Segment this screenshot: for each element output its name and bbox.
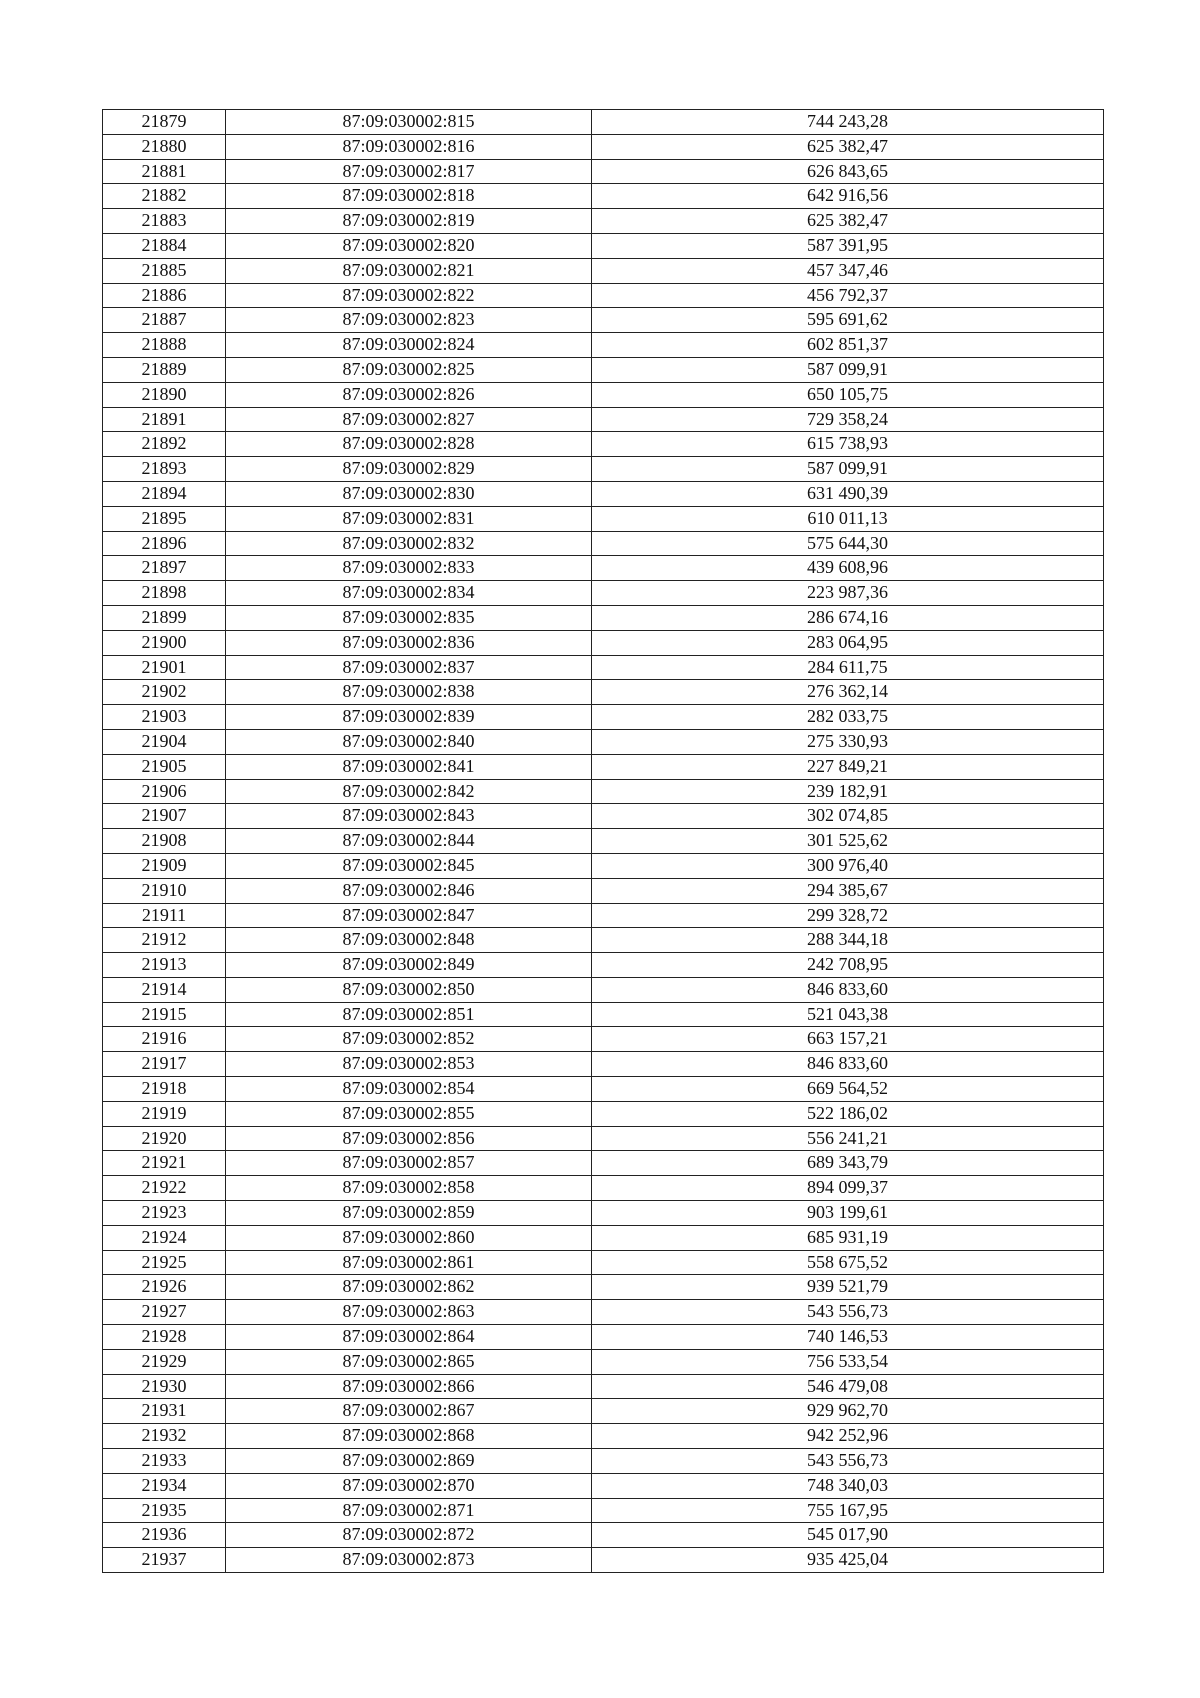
table-row — [103, 729, 1104, 754]
cadastral-number-cell: 87:09:030002:868 — [226, 1424, 592, 1449]
cadastral-value-cell: 456 792,37 — [592, 283, 1104, 308]
table-row — [103, 1176, 1104, 1201]
table-row — [103, 1349, 1104, 1374]
row-number-cell: 21908 — [103, 829, 226, 854]
table-row — [103, 432, 1104, 457]
cadastral-value-cell: 282 033,75 — [592, 705, 1104, 730]
cadastral-number-cell: 87:09:030002:845 — [226, 853, 592, 878]
cadastral-number-cell: 87:09:030002:824 — [226, 333, 592, 358]
cadastral-number-cell: 87:09:030002:853 — [226, 1052, 592, 1077]
cadastral-number-cell: 87:09:030002:839 — [226, 705, 592, 730]
cadastral-value-cell: 626 843,65 — [592, 159, 1104, 184]
cadastral-value-cell: 642 916,56 — [592, 184, 1104, 209]
cadastral-number-cell: 87:09:030002:823 — [226, 308, 592, 333]
cadastral-value-cell: 302 074,85 — [592, 804, 1104, 829]
cadastral-value-cell: 846 833,60 — [592, 977, 1104, 1002]
row-number-cell: 21909 — [103, 853, 226, 878]
table-row — [103, 457, 1104, 482]
cadastral-number-cell: 87:09:030002:820 — [226, 233, 592, 258]
cadastral-number-cell: 87:09:030002:843 — [226, 804, 592, 829]
cadastral-value-cell: 294 385,67 — [592, 878, 1104, 903]
cadastral-number-cell: 87:09:030002:822 — [226, 283, 592, 308]
row-number-cell: 21933 — [103, 1449, 226, 1474]
row-number-cell: 21883 — [103, 209, 226, 234]
table-row — [103, 581, 1104, 606]
cadastral-value-cell: 545 017,90 — [592, 1523, 1104, 1548]
cadastral-value-cell: 625 382,47 — [592, 134, 1104, 159]
table-row — [103, 184, 1104, 209]
table-row — [103, 1201, 1104, 1226]
cadastral-number-cell: 87:09:030002:831 — [226, 506, 592, 531]
cadastral-number-cell: 87:09:030002:833 — [226, 556, 592, 581]
cadastral-value-cell: 903 199,61 — [592, 1201, 1104, 1226]
cadastral-value-table — [102, 109, 1104, 1573]
row-number-cell: 21895 — [103, 506, 226, 531]
table-row — [103, 829, 1104, 854]
row-number-cell: 21896 — [103, 531, 226, 556]
cadastral-value-cell: 558 675,52 — [592, 1250, 1104, 1275]
row-number-cell: 21893 — [103, 457, 226, 482]
table-row — [103, 754, 1104, 779]
row-number-cell: 21925 — [103, 1250, 226, 1275]
cadastral-value-cell: 587 099,91 — [592, 357, 1104, 382]
cadastral-value-cell: 521 043,38 — [592, 1002, 1104, 1027]
row-number-cell: 21904 — [103, 729, 226, 754]
table-row — [103, 159, 1104, 184]
row-number-cell: 21920 — [103, 1126, 226, 1151]
table-row — [103, 110, 1104, 135]
table-row — [103, 605, 1104, 630]
cadastral-number-cell: 87:09:030002:819 — [226, 209, 592, 234]
cadastral-number-cell: 87:09:030002:852 — [226, 1027, 592, 1052]
table-row — [103, 382, 1104, 407]
row-number-cell: 21917 — [103, 1052, 226, 1077]
row-number-cell: 21926 — [103, 1275, 226, 1300]
cadastral-value-cell: 587 099,91 — [592, 457, 1104, 482]
cadastral-number-cell: 87:09:030002:832 — [226, 531, 592, 556]
cadastral-number-cell: 87:09:030002:821 — [226, 258, 592, 283]
table-row — [103, 1027, 1104, 1052]
cadastral-number-cell: 87:09:030002:835 — [226, 605, 592, 630]
cadastral-number-cell: 87:09:030002:825 — [226, 357, 592, 382]
table-row — [103, 1052, 1104, 1077]
row-number-cell: 21891 — [103, 407, 226, 432]
table-row — [103, 481, 1104, 506]
cadastral-number-cell: 87:09:030002:817 — [226, 159, 592, 184]
row-number-cell: 21892 — [103, 432, 226, 457]
cadastral-number-cell: 87:09:030002:854 — [226, 1077, 592, 1102]
cadastral-value-cell: 929 962,70 — [592, 1399, 1104, 1424]
row-number-cell: 21905 — [103, 754, 226, 779]
row-number-cell: 21916 — [103, 1027, 226, 1052]
cadastral-number-cell: 87:09:030002:828 — [226, 432, 592, 457]
row-number-cell: 21932 — [103, 1424, 226, 1449]
cadastral-number-cell: 87:09:030002:858 — [226, 1176, 592, 1201]
cadastral-value-cell: 942 252,96 — [592, 1424, 1104, 1449]
row-number-cell: 21936 — [103, 1523, 226, 1548]
table-row — [103, 928, 1104, 953]
cadastral-number-cell: 87:09:030002:848 — [226, 928, 592, 953]
cadastral-value-cell: 631 490,39 — [592, 481, 1104, 506]
cadastral-value-cell: 457 347,46 — [592, 258, 1104, 283]
cadastral-value-cell: 748 340,03 — [592, 1473, 1104, 1498]
table-row — [103, 1300, 1104, 1325]
cadastral-value-cell: 595 691,62 — [592, 308, 1104, 333]
row-number-cell: 21934 — [103, 1473, 226, 1498]
row-number-cell: 21922 — [103, 1176, 226, 1201]
row-number-cell: 21884 — [103, 233, 226, 258]
cadastral-value-cell: 939 521,79 — [592, 1275, 1104, 1300]
table-row — [103, 853, 1104, 878]
row-number-cell: 21937 — [103, 1548, 226, 1573]
table-body — [103, 110, 1104, 1573]
table-row — [103, 878, 1104, 903]
cadastral-value-cell: 602 851,37 — [592, 333, 1104, 358]
cadastral-value-cell: 556 241,21 — [592, 1126, 1104, 1151]
cadastral-value-cell: 685 931,19 — [592, 1225, 1104, 1250]
row-number-cell: 21899 — [103, 605, 226, 630]
cadastral-number-cell: 87:09:030002:860 — [226, 1225, 592, 1250]
table-row — [103, 1077, 1104, 1102]
row-number-cell: 21906 — [103, 779, 226, 804]
cadastral-value-cell: 625 382,47 — [592, 209, 1104, 234]
cadastral-value-cell: 610 011,13 — [592, 506, 1104, 531]
row-number-cell: 21911 — [103, 903, 226, 928]
cadastral-value-cell: 894 099,37 — [592, 1176, 1104, 1201]
cadastral-value-cell: 740 146,53 — [592, 1325, 1104, 1350]
table-row — [103, 1424, 1104, 1449]
cadastral-value-cell: 689 343,79 — [592, 1151, 1104, 1176]
cadastral-value-cell: 227 849,21 — [592, 754, 1104, 779]
cadastral-number-cell: 87:09:030002:871 — [226, 1498, 592, 1523]
cadastral-number-cell: 87:09:030002:865 — [226, 1349, 592, 1374]
cadastral-value-cell: 663 157,21 — [592, 1027, 1104, 1052]
cadastral-number-cell: 87:09:030002:815 — [226, 110, 592, 135]
row-number-cell: 21913 — [103, 953, 226, 978]
cadastral-value-cell: 439 608,96 — [592, 556, 1104, 581]
cadastral-number-cell: 87:09:030002:851 — [226, 1002, 592, 1027]
cadastral-number-cell: 87:09:030002:870 — [226, 1473, 592, 1498]
cadastral-value-cell: 275 330,93 — [592, 729, 1104, 754]
cadastral-number-cell: 87:09:030002:862 — [226, 1275, 592, 1300]
cadastral-number-cell: 87:09:030002:869 — [226, 1449, 592, 1474]
cadastral-number-cell: 87:09:030002:830 — [226, 481, 592, 506]
table-row — [103, 1101, 1104, 1126]
row-number-cell: 21921 — [103, 1151, 226, 1176]
cadastral-value-cell: 284 611,75 — [592, 655, 1104, 680]
row-number-cell: 21890 — [103, 382, 226, 407]
cadastral-value-cell: 729 358,24 — [592, 407, 1104, 432]
cadastral-value-cell: 744 243,28 — [592, 110, 1104, 135]
cadastral-number-cell: 87:09:030002:847 — [226, 903, 592, 928]
cadastral-number-cell: 87:09:030002:863 — [226, 1300, 592, 1325]
table-row — [103, 1498, 1104, 1523]
cadastral-number-cell: 87:09:030002:849 — [226, 953, 592, 978]
row-number-cell: 21918 — [103, 1077, 226, 1102]
table-row — [103, 1275, 1104, 1300]
table-row — [103, 1548, 1104, 1573]
row-number-cell: 21894 — [103, 481, 226, 506]
table-row — [103, 705, 1104, 730]
cadastral-value-cell: 276 362,14 — [592, 680, 1104, 705]
table-row — [103, 953, 1104, 978]
cadastral-value-cell: 615 738,93 — [592, 432, 1104, 457]
table-row — [103, 1399, 1104, 1424]
cadastral-number-cell: 87:09:030002:840 — [226, 729, 592, 754]
row-number-cell: 21897 — [103, 556, 226, 581]
cadastral-value-cell: 301 525,62 — [592, 829, 1104, 854]
row-number-cell: 21901 — [103, 655, 226, 680]
cadastral-value-cell: 522 186,02 — [592, 1101, 1104, 1126]
cadastral-number-cell: 87:09:030002:827 — [226, 407, 592, 432]
row-number-cell: 21879 — [103, 110, 226, 135]
cadastral-number-cell: 87:09:030002:842 — [226, 779, 592, 804]
table-row — [103, 1002, 1104, 1027]
table-row — [103, 1225, 1104, 1250]
cadastral-value-cell: 283 064,95 — [592, 630, 1104, 655]
table-row — [103, 655, 1104, 680]
cadastral-value-cell: 756 533,54 — [592, 1349, 1104, 1374]
row-number-cell: 21881 — [103, 159, 226, 184]
cadastral-number-cell: 87:09:030002:818 — [226, 184, 592, 209]
row-number-cell: 21927 — [103, 1300, 226, 1325]
cadastral-number-cell: 87:09:030002:829 — [226, 457, 592, 482]
cadastral-number-cell: 87:09:030002:834 — [226, 581, 592, 606]
table-row — [103, 1523, 1104, 1548]
table-row — [103, 556, 1104, 581]
cadastral-number-cell: 87:09:030002:846 — [226, 878, 592, 903]
row-number-cell: 21931 — [103, 1399, 226, 1424]
table-row — [103, 258, 1104, 283]
cadastral-value-cell: 299 328,72 — [592, 903, 1104, 928]
cadastral-number-cell: 87:09:030002:857 — [226, 1151, 592, 1176]
row-number-cell: 21882 — [103, 184, 226, 209]
table-row — [103, 283, 1104, 308]
row-number-cell: 21903 — [103, 705, 226, 730]
cadastral-number-cell: 87:09:030002:850 — [226, 977, 592, 1002]
cadastral-number-cell: 87:09:030002:867 — [226, 1399, 592, 1424]
table-row — [103, 977, 1104, 1002]
cadastral-number-cell: 87:09:030002:837 — [226, 655, 592, 680]
cadastral-number-cell: 87:09:030002:836 — [226, 630, 592, 655]
cadastral-value-cell: 755 167,95 — [592, 1498, 1104, 1523]
cadastral-value-cell: 300 976,40 — [592, 853, 1104, 878]
cadastral-number-cell: 87:09:030002:841 — [226, 754, 592, 779]
cadastral-value-cell: 935 425,04 — [592, 1548, 1104, 1573]
table-row — [103, 1473, 1104, 1498]
table-row — [103, 531, 1104, 556]
cadastral-value-cell: 288 344,18 — [592, 928, 1104, 953]
cadastral-number-cell: 87:09:030002:838 — [226, 680, 592, 705]
row-number-cell: 21928 — [103, 1325, 226, 1350]
cadastral-value-cell: 650 105,75 — [592, 382, 1104, 407]
table-row — [103, 903, 1104, 928]
table-row — [103, 233, 1104, 258]
table-row — [103, 680, 1104, 705]
table-row — [103, 357, 1104, 382]
cadastral-number-cell: 87:09:030002:864 — [226, 1325, 592, 1350]
row-number-cell: 21930 — [103, 1374, 226, 1399]
cadastral-value-cell: 286 674,16 — [592, 605, 1104, 630]
cadastral-value-cell: 242 708,95 — [592, 953, 1104, 978]
cadastral-value-cell: 587 391,95 — [592, 233, 1104, 258]
row-number-cell: 21898 — [103, 581, 226, 606]
table-row — [103, 1250, 1104, 1275]
table-row — [103, 333, 1104, 358]
table-row — [103, 407, 1104, 432]
row-number-cell: 21914 — [103, 977, 226, 1002]
row-number-cell: 21912 — [103, 928, 226, 953]
cadastral-number-cell: 87:09:030002:872 — [226, 1523, 592, 1548]
table-row — [103, 134, 1104, 159]
row-number-cell: 21910 — [103, 878, 226, 903]
cadastral-number-cell: 87:09:030002:866 — [226, 1374, 592, 1399]
cadastral-value-cell: 575 644,30 — [592, 531, 1104, 556]
table-row — [103, 308, 1104, 333]
table-row — [103, 1325, 1104, 1350]
row-number-cell: 21885 — [103, 258, 226, 283]
cadastral-value-cell: 543 556,73 — [592, 1449, 1104, 1474]
cadastral-value-cell: 846 833,60 — [592, 1052, 1104, 1077]
table-row — [103, 1449, 1104, 1474]
cadastral-number-cell: 87:09:030002:856 — [226, 1126, 592, 1151]
cadastral-number-cell: 87:09:030002:859 — [226, 1201, 592, 1226]
row-number-cell: 21887 — [103, 308, 226, 333]
row-number-cell: 21880 — [103, 134, 226, 159]
table-row — [103, 1126, 1104, 1151]
row-number-cell: 21889 — [103, 357, 226, 382]
cadastral-value-cell: 223 987,36 — [592, 581, 1104, 606]
cadastral-number-cell: 87:09:030002:873 — [226, 1548, 592, 1573]
row-number-cell: 21902 — [103, 680, 226, 705]
table-row — [103, 209, 1104, 234]
table-row — [103, 506, 1104, 531]
row-number-cell: 21935 — [103, 1498, 226, 1523]
row-number-cell: 21915 — [103, 1002, 226, 1027]
cadastral-value-cell: 543 556,73 — [592, 1300, 1104, 1325]
cadastral-value-cell: 546 479,08 — [592, 1374, 1104, 1399]
table-row — [103, 630, 1104, 655]
table-row — [103, 804, 1104, 829]
cadastral-number-cell: 87:09:030002:861 — [226, 1250, 592, 1275]
cadastral-number-cell: 87:09:030002:855 — [226, 1101, 592, 1126]
table-row — [103, 1374, 1104, 1399]
row-number-cell: 21923 — [103, 1201, 226, 1226]
cadastral-value-cell: 239 182,91 — [592, 779, 1104, 804]
row-number-cell: 21924 — [103, 1225, 226, 1250]
cadastral-value-cell: 669 564,52 — [592, 1077, 1104, 1102]
row-number-cell: 21919 — [103, 1101, 226, 1126]
table-row — [103, 1151, 1104, 1176]
row-number-cell: 21886 — [103, 283, 226, 308]
cadastral-number-cell: 87:09:030002:844 — [226, 829, 592, 854]
cadastral-number-cell: 87:09:030002:826 — [226, 382, 592, 407]
row-number-cell: 21900 — [103, 630, 226, 655]
table-row — [103, 779, 1104, 804]
cadastral-number-cell: 87:09:030002:816 — [226, 134, 592, 159]
row-number-cell: 21907 — [103, 804, 226, 829]
row-number-cell: 21888 — [103, 333, 226, 358]
row-number-cell: 21929 — [103, 1349, 226, 1374]
